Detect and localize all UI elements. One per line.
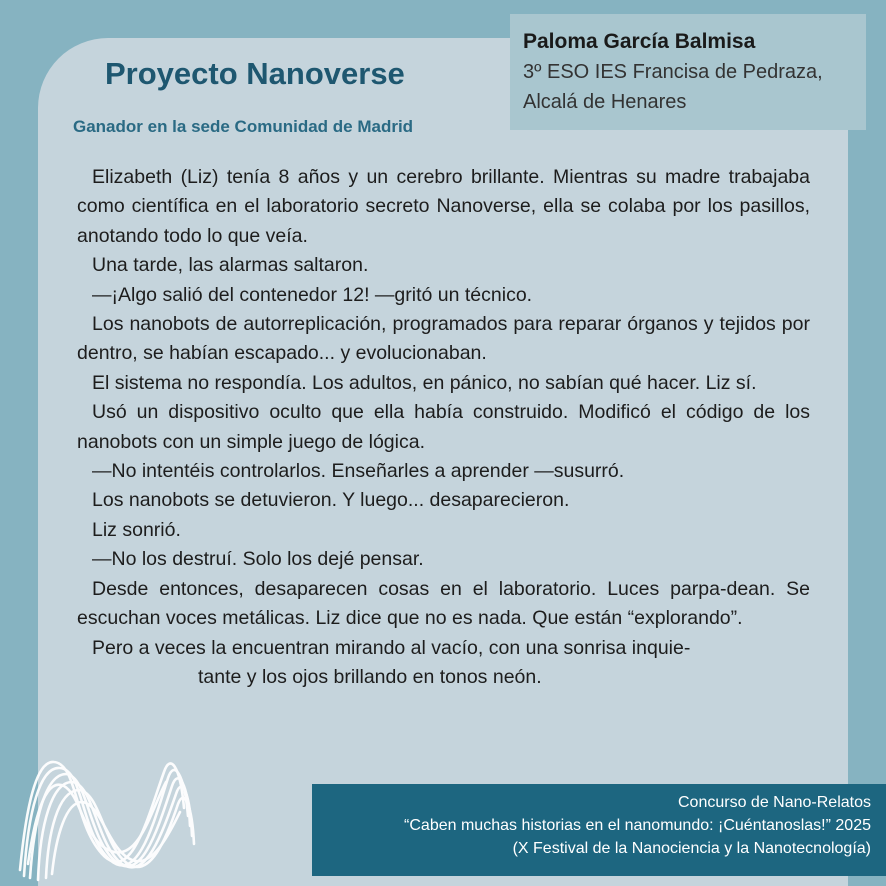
story-paragraph: —¡Algo salió del contenedor 12! —gritó un técnico. bbox=[92, 283, 533, 306]
story-paragraph: Los nanobots se detuvieron. Y luego... desaparecieron. bbox=[92, 489, 570, 512]
story-paragraph: Elizabeth (Liz) tenía 8 años y un cerebro brillante. Mientras su madre trabajaba como científica en el laboratorio secreto Nanoverse, ella se colaba por los pasillos, anotando todo lo que veía. bbox=[77, 166, 810, 247]
author-city: Alcalá de Henares bbox=[523, 91, 687, 113]
author-box bbox=[510, 14, 866, 130]
author-name: Paloma García Balmisa bbox=[523, 30, 756, 53]
page-title: Proyecto Nanoverse bbox=[105, 56, 405, 91]
footer-box bbox=[312, 784, 886, 876]
story-paragraph: —No intentéis controlarlos. Enseñarles a aprender —susurró. bbox=[92, 460, 625, 483]
page-subtitle: Ganador en la sede Comunidad de Madrid bbox=[73, 117, 414, 136]
story-paragraph: El sistema no respondía. Los adultos, en pánico, no sabían qué hacer. Liz sí. bbox=[92, 371, 757, 394]
story-paragraph: Desde entonces, desaparecen cosas en el laboratorio. Luces parpa-dean. Se escuchan voces metálicas. Liz dice que no es nada. Que están “explorando”. bbox=[77, 577, 810, 630]
story-paragraph: Liz sonrió. bbox=[92, 518, 181, 541]
footer-festival: (X Festival de la Nanociencia y la Nanotecnología) bbox=[512, 840, 871, 857]
story-paragraph: Una tarde, las alarmas saltaron. bbox=[92, 254, 369, 277]
story-paragraph: Los nanobots de autorreplicación, programados para reparar órganos y tejidos por dentro, se habían escapado... y evolucionaban. bbox=[77, 313, 810, 365]
story-text bbox=[77, 163, 810, 692]
story-paragraph: Pero a veces la encuentran mirando al vacío, con una sonrisa inquie- bbox=[92, 636, 691, 659]
footer-slogan: “Caben muchas historias en el nanomundo: ¡Cuéntanoslas!” 2025 bbox=[404, 817, 871, 834]
nano-wave-logo-icon bbox=[18, 752, 198, 884]
story-paragraph: tante y los ojos brillando en tonos neón. bbox=[198, 665, 542, 688]
story-paragraph: Usó un dispositivo oculto que ella había construido. Modificó el código de los nanobots con un simple juego de lógica. bbox=[77, 401, 810, 453]
story-paragraph: —No los destruí. Solo los dejé pensar. bbox=[92, 548, 424, 571]
footer-contest: Concurso de Nano-Relatos bbox=[678, 794, 871, 811]
author-school: 3º ESO IES Francisa de Pedraza, bbox=[523, 61, 823, 83]
